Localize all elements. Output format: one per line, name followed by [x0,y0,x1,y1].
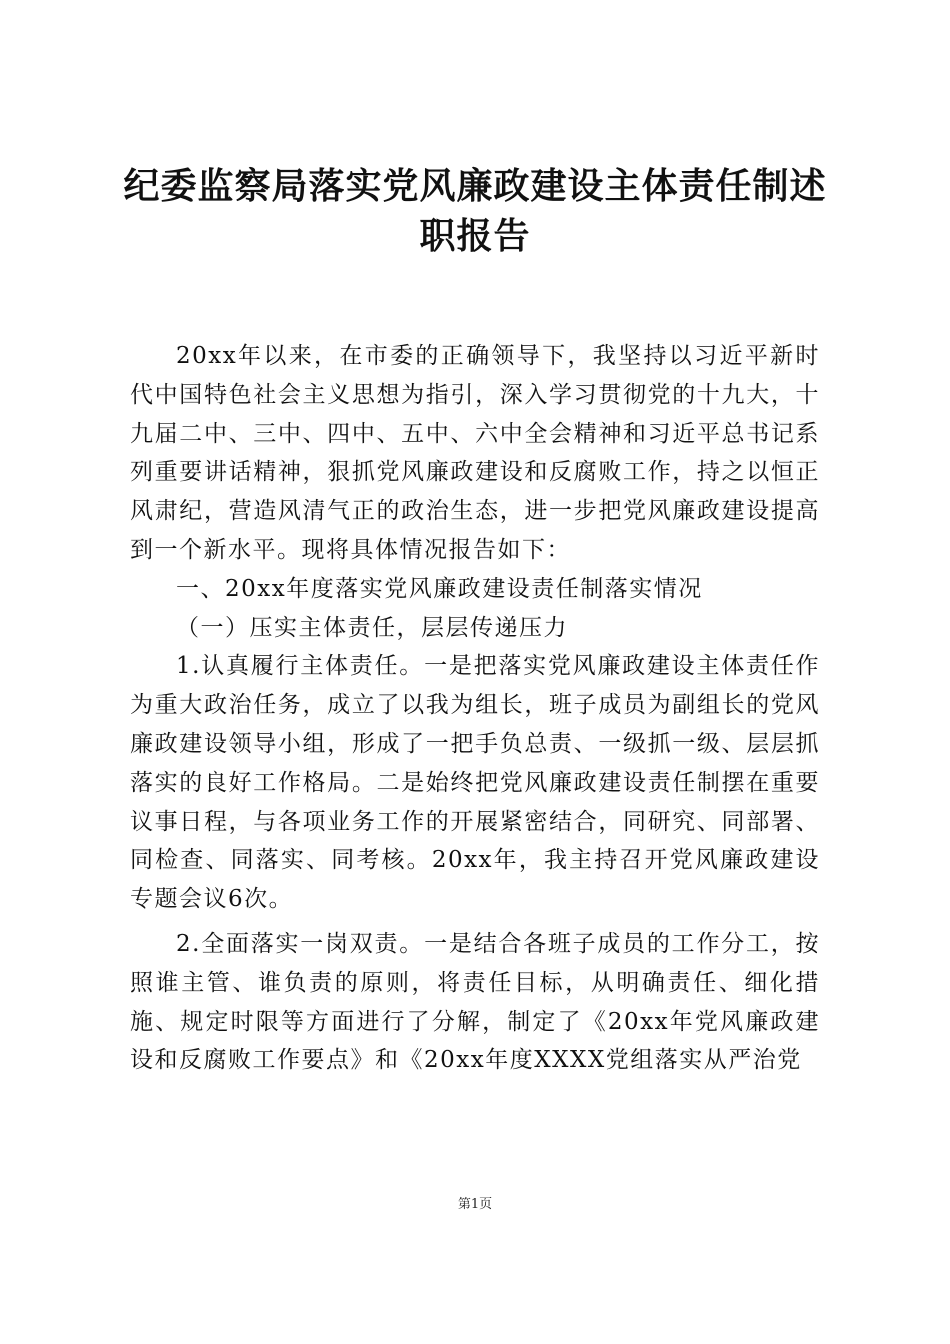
document-title: 纪委监察局落实党风廉政建设主体责任制述职报告 [123,166,827,257]
page-number: 第1页 [457,1197,493,1212]
intro-paragraph: 20xx年以来，在市委的正确领导下，我坚持以习近平新时代中国特色社会主义思想为指引，深入学习贯彻党的十九大，十九届二中、三中、四中、五中、六中全会精神和习近平总书记系列重要讲话精神，狠抓党风廉政建设和反腐败工作，持之以恒正风肃纪，营造风清气正的政治生态，进一步把党风廉政建设提高到一个新水平。现将具体情况报告如下： [130,343,820,563]
subsection-heading: （一）压实主体责任，层层传递压力 [176,614,568,641]
document-body [130,337,820,1080]
body-paragraph: 2.全面落实一岗双责。一是结合各班子成员的工作分工，按照谁主管、谁负责的原则，将责任目标，从明确责任、细化措施、规定时限等方面进行了分解，制定了《20xx年党风廉政建设和反腐败工作要点》和《20xx年度XXXX党组落实从严治党 [130,930,820,1074]
section-heading: 一、20xx年度落实党风廉政建设责任制落实情况 [176,575,703,602]
body-paragraph: 1.认真履行主体责任。一是把落实党风廉政建设主体责任作为重大政治任务，成立了以我为组长，班子成员为副组长的党风廉政建设领导小组，形成了一把手负总责、一级抓一级、层层抓落实的良好工作格局。二是始终把党风廉政建设责任制摆在重要议事日程，与各项业务工作的开展紧密结合，同研究、同部署、同检查、同落实、同考核。20xx年，我主持召开党风廉政建设专题会议6次。 [130,653,820,913]
